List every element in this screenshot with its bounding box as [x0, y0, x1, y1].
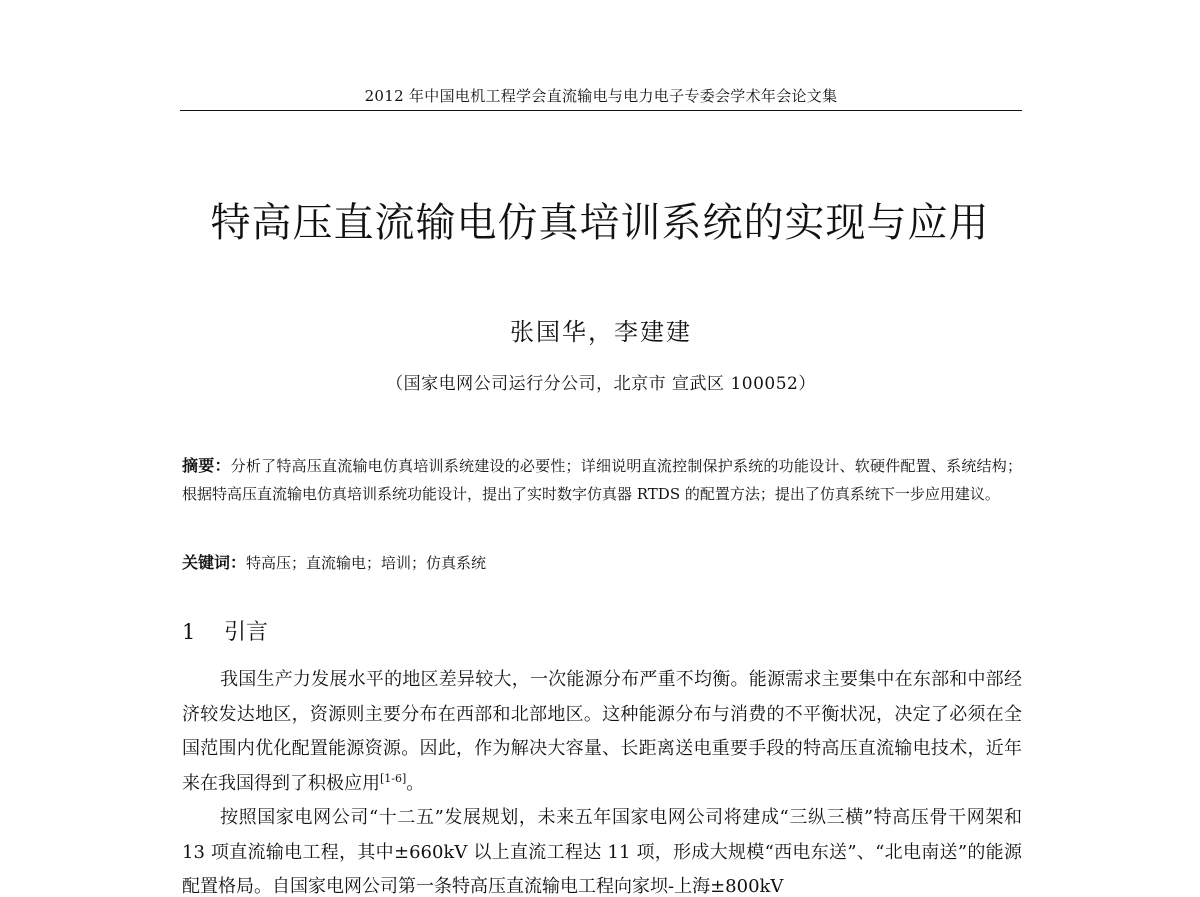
section-title: 引言 — [224, 620, 269, 645]
paragraph-text: 按照国家电网公司“十二五”发展规划，未来五年国家电网公司将建成“三纵三横”特高压骨干网架和 13 项直流输电工程，其中±660kV 以上直流工程达 11 项，形成大规模“西电东送”、“北电南送”的能源配置格局。自国家电网公司第一条特高压直流输电工程向家坝-上海±800kV — [182, 807, 1022, 897]
keywords-label: 关键词： — [182, 553, 247, 572]
body-paragraph — [182, 801, 1022, 897]
citation: [1-6] — [380, 771, 407, 785]
keywords — [182, 549, 1022, 577]
paragraph-end: 。 — [406, 772, 425, 794]
paper-title: 特高压直流输电仿真培训系统的实现与应用 — [210, 200, 990, 246]
paper-affiliation: （国家电网公司运行分公司，北京市 宣武区 100052） — [386, 374, 816, 394]
abstract-label: 摘要： — [182, 456, 231, 475]
paper-authors: 张国华，李建建 — [510, 318, 692, 346]
body-paragraph — [182, 663, 1022, 801]
abstract — [182, 452, 1022, 508]
section-heading — [182, 616, 1022, 649]
header-divider — [180, 110, 1022, 111]
paragraph-text: 我国生产力发展水平的地区差异较大，一次能源分布严重不均衡。能源需求主要集中在东部和中部经济较发达地区，资源则主要分布在西部和北部地区。这种能源分布与消费的不平衡状况，决定了必须在全国范围内优化配置能源资源。因此，作为解决大容量、长距离送电重要手段的特高压直流输电技术，近年来在我国得到了积极应用 — [182, 669, 1022, 794]
keywords-text: 特高压；直流输电；培训；仿真系统 — [246, 554, 487, 572]
section-number: 1 — [182, 620, 196, 644]
abstract-text: 分析了特高压直流输电仿真培训系统建设的必要性；详细说明直流控制保护系统的功能设计、软硬件配置、系统结构；根据特高压直流输电仿真培训系统功能设计，提出了实时数字仿真器 RTDS 的配置方法；提出了仿真系统下一步应用建议。 — [182, 457, 1022, 503]
running-header: 2012 年中国电机工程学会直流输电与电力电子专委会学术年会论文集 — [364, 87, 838, 105]
